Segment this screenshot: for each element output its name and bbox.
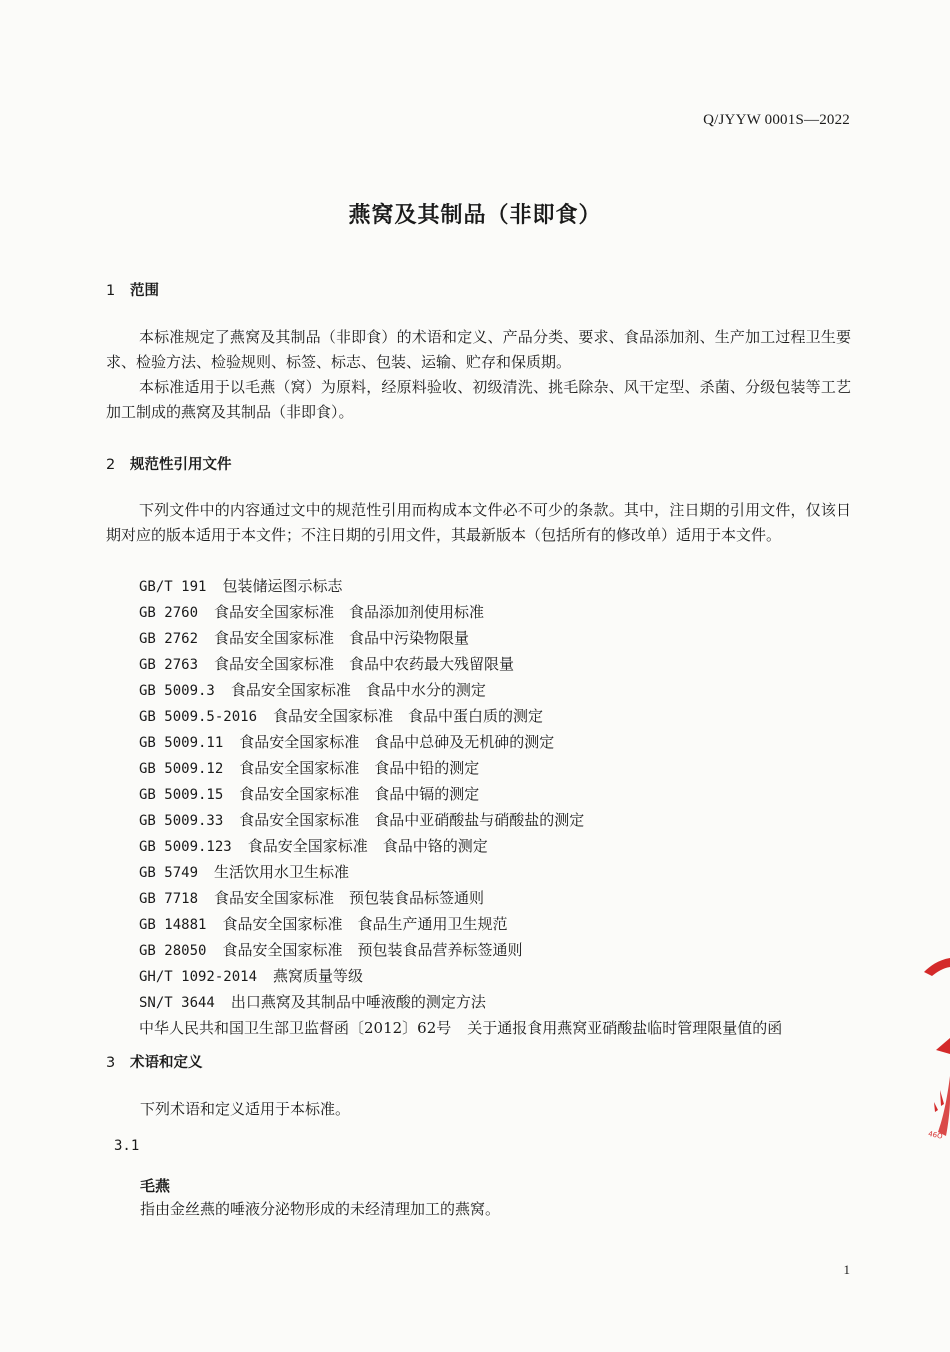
section-1-title: 范围 [130,283,159,299]
section-1-number: 1 [106,283,116,299]
reference-item: GB 5749 生活饮用水卫生标准 [139,863,350,881]
reference-item: GB 5009.5-2016 食品安全国家标准 食品中蛋白质的测定 [139,707,544,725]
section-3-heading [106,1051,203,1072]
page-number: 1 [843,1262,850,1277]
reference-item: GB 5009.123 食品安全国家标准 食品中铬的测定 [139,837,488,855]
reference-item: GH/T 1092-2014 燕窝质量等级 [139,967,364,985]
section-1-heading [106,279,159,300]
section-3-intro: 下列术语和定义适用于本标准。 [140,1100,351,1118]
term-number: 3.1 [114,1138,140,1154]
reference-item: GB 5009.11 食品安全国家标准 食品中总砷及无机砷的测定 [139,733,555,751]
reference-item: GB 14881 食品安全国家标准 食品生产通用卫生规范 [139,915,508,933]
reference-item: GB 5009.15 食品安全国家标准 食品中镉的测定 [139,785,480,803]
section-3-number: 3 [106,1055,116,1071]
section-1-para-2: 本标准适用于以毛燕（窝）为原料，经原料验收、初级清洗、挑毛除杂、风干定型、杀菌、分级包装等工艺加工制成的燕窝及其制品（非即食）。 [106,378,851,421]
section-3-title: 术语和定义 [130,1055,203,1071]
section-2-intro: 下列文件中的内容通过文中的规范性引用而构成本文件必不可少的条款。其中，注日期的引用文件，仅该日期对应的版本适用于本文件；不注日期的引用文件，其最新版本（包括所有的修改单）适用于本文件。 [106,501,851,544]
reference-item: 中华人民共和国卫生部卫监督函〔2012〕62号 关于通报食用燕窝亚硝酸盐临时管理限量值的函 [139,1019,783,1037]
reference-item: GB/T 191 包装储运图示标志 [139,577,343,595]
section-2-heading [106,453,232,474]
section-2-number: 2 [106,457,116,473]
reference-item: GB 5009.12 食品安全国家标准 食品中铅的测定 [139,759,480,777]
term-name: 毛燕 [140,1177,171,1195]
reference-item: GB 2763 食品安全国家标准 食品中农药最大残留限量 [139,655,515,673]
reference-item: GB 5009.33 食品安全国家标准 食品中亚硝酸盐与硝酸盐的测定 [139,811,585,829]
section-1-para-1: 本标准规定了燕窝及其制品（非即食）的术语和定义、产品分类、要求、食品添加剂、生产加工过程卫生要求、检验方法、检验规则、标签、标志、包装、运输、贮存和保质期。 [106,328,851,371]
reference-item: GB 5009.3 食品安全国家标准 食品中水分的测定 [139,681,486,699]
reference-item: GB 7718 食品安全国家标准 预包装食品标签通则 [139,889,485,907]
reference-item: GB 2762 食品安全国家标准 食品中污染物限量 [139,629,470,647]
reference-item: SN/T 3644 出口燕窝及其制品中唾液酸的测定方法 [139,993,486,1011]
document-code: Q/JYYW 0001S—2022 [703,112,850,128]
term-definition: 指由金丝燕的唾液分泌物形成的未经清理加工的燕窝。 [140,1200,501,1218]
reference-item: GB 2760 食品安全国家标准 食品添加剂使用标准 [139,603,485,621]
section-2-title: 规范性引用文件 [130,457,232,473]
reference-item: GB 28050 食品安全国家标准 预包装食品营养标签通则 [139,941,523,959]
seal-stamp-icon [910,950,950,1150]
reference-list [139,574,859,1041]
svg-text:46O: 46O [927,1129,944,1141]
document-title: 燕窝及其制品（非即食） [348,203,602,228]
